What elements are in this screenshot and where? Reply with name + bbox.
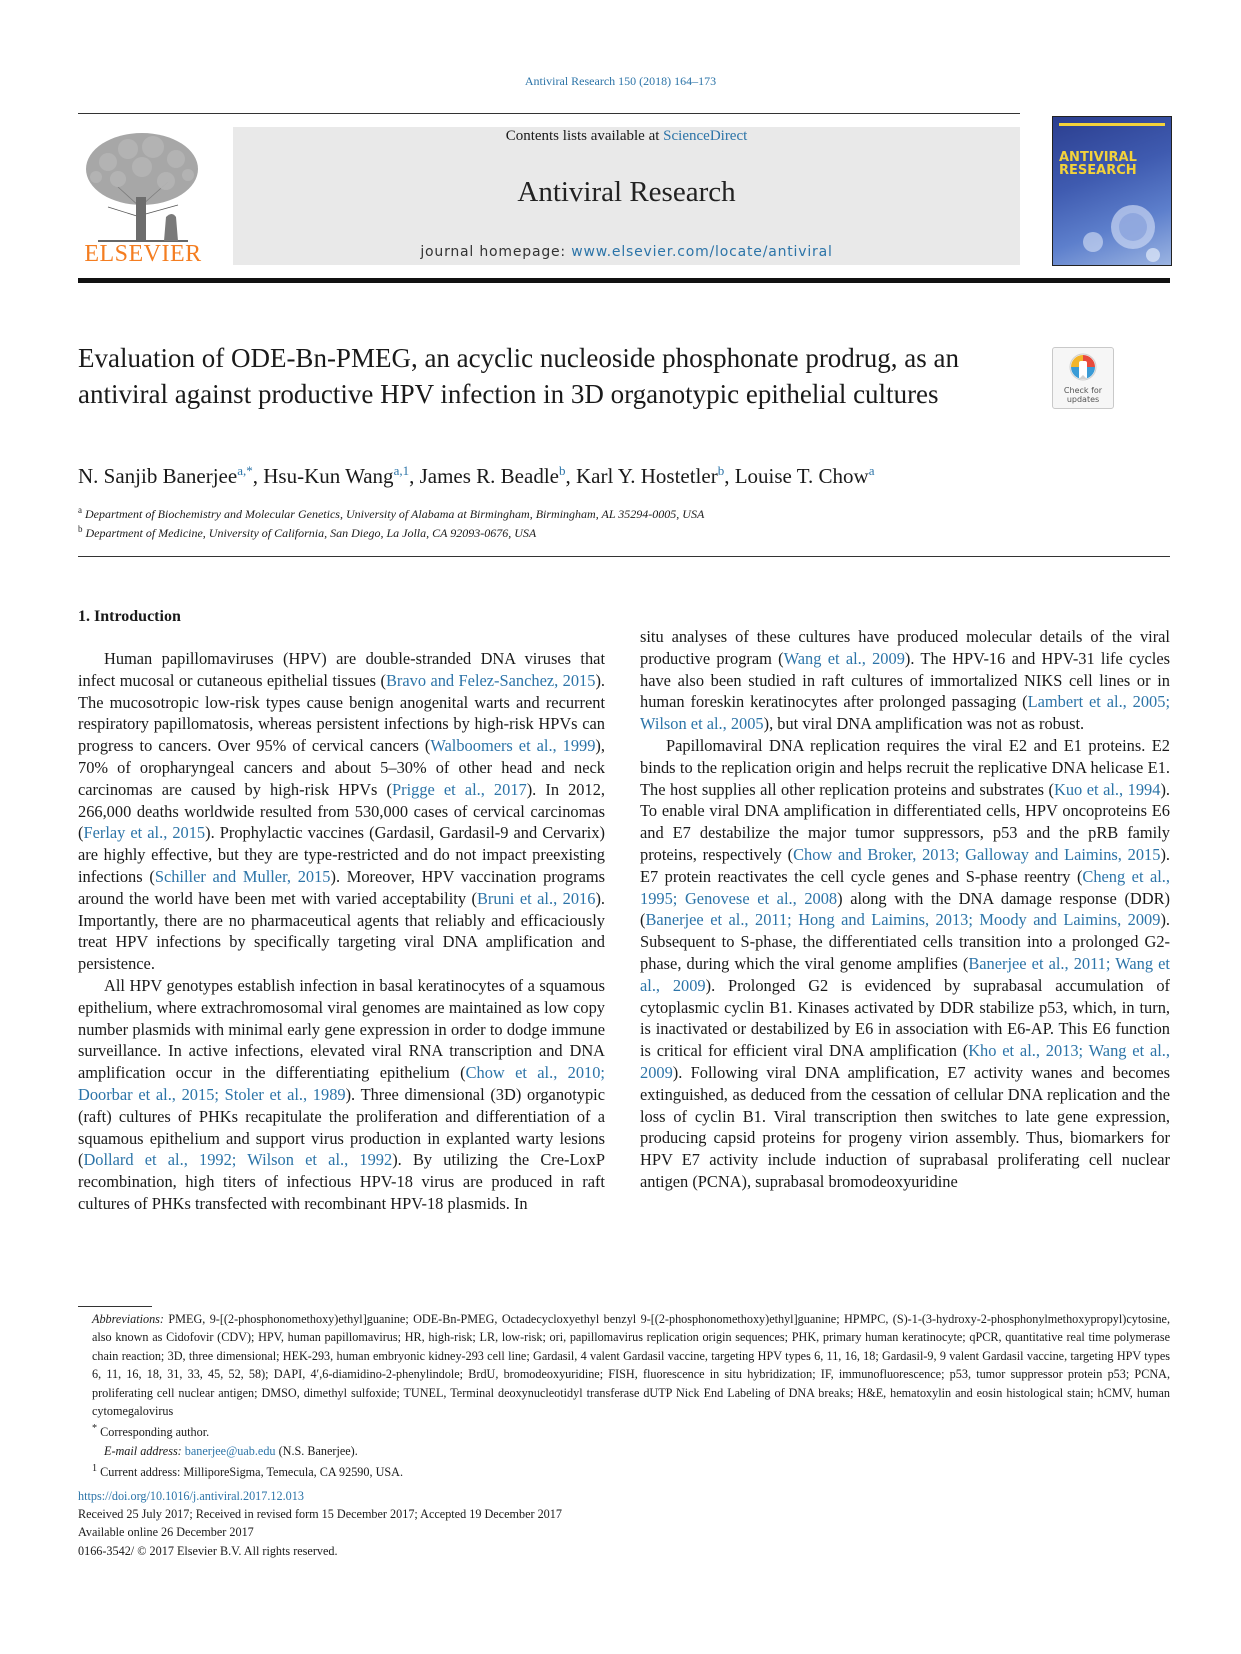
author-name[interactable]: Louise T. Chow: [734, 464, 869, 488]
citation-link[interactable]: Kho et al., 2013; Wang et al., 2009: [640, 1041, 1170, 1082]
citation-link[interactable]: Chow et al., 2010; Doorbar et al., 2015; Stoler et al., 1989: [78, 1063, 605, 1104]
homepage-line: [233, 244, 1020, 260]
paragraph: [640, 626, 1170, 735]
author-affil-mark[interactable]: b: [558, 463, 566, 478]
contents-line: [233, 128, 1020, 145]
cover-title-line1: ANTIVIRAL: [1059, 150, 1137, 165]
text-run: situ analyses of these cultures have produced molecular details of the viral productive program (: [640, 627, 1170, 668]
citation-link[interactable]: Lambert et al., 2005; Wilson et al., 2005: [640, 692, 1170, 734]
citation-link[interactable]: Bravo and Felez-Sanchez, 2015: [385, 670, 596, 690]
body-column-left: [78, 648, 605, 1215]
journal-cover-thumbnail[interactable]: [1052, 116, 1172, 266]
citation-link[interactable]: Banerjee et al., 2011; Wang et al., 2009: [640, 953, 1170, 995]
copyright: 0166-3542/ © 2017 Elsevier B.V. All rights reserved.: [78, 1543, 338, 1558]
author-name[interactable]: James R. Beadle: [419, 464, 559, 488]
cover-stripe: [1059, 123, 1165, 126]
body-column-right: [640, 626, 1170, 1193]
footnote-mark: *: [92, 1423, 98, 1435]
cover-title-line2: RESEARCH: [1059, 163, 1137, 178]
citation-link[interactable]: Dollard et al., 1992; Wilson et al., 1992: [83, 1150, 393, 1170]
text-run: ). Importantly, there are no pharmaceutical agents that reliably and efficaciously treat HPV infections by specifically targeting viral DNA amplification and persistence.: [78, 888, 606, 974]
author-list: N. Sanjib Banerjee$^{a,*}$, Hsu-Kun Wang$^{a,1}$, James R. Beadle$^b$, Karl Y. Hostetler$^b$, Louise T. Chow$^a$: [78, 463, 875, 488]
footnote-rule: [78, 1306, 152, 1307]
text-run: ). Moreover, HPV vaccination programs around the world have been met with varied acceptability (: [78, 866, 605, 908]
doi-link[interactable]: https://doi.org/10.1016/j.antiviral.2017.12.013: [78, 1489, 304, 1503]
text-run: Papillomaviral DNA replication requires the viral E2 and E1 proteins. E2 binds to the replication origin and helps recruit the replicative DNA helicase E1. The host supplies all other replication proteins and substrates (: [640, 735, 1170, 799]
cover-title: [1059, 151, 1137, 177]
affiliation-b: [78, 524, 536, 541]
author-name[interactable]: Hsu-Kun Wang: [263, 464, 394, 488]
affiliation-text: Department of Medicine, University of California, San Diego, La Jolla, CA 92093-0676, USA: [85, 526, 537, 540]
crossmark-line2: updates: [1066, 395, 1100, 404]
text-run: ), 70% of oropharyngeal cancers and about 5–30% of other head and neck carcinomas are caused by high-risk HPVs (: [78, 736, 605, 799]
cover-virus-image: [1053, 187, 1171, 265]
current-address-footnote: [78, 1460, 1170, 1481]
text-run: ). Subsequent to S-phase, the differentiated cells transition into a prolonged G2-phase, during which the viral genome amplifies (: [640, 910, 1170, 973]
citation-link[interactable]: Bruni et al., 2016: [476, 888, 596, 908]
paragraph: [78, 975, 605, 1215]
author-affil-mark[interactable]: a,1: [393, 463, 410, 478]
abbreviations-label: Abbreviations:: [92, 1312, 164, 1326]
text-run: Human papillomaviruses (HPV) are double-stranded DNA viruses that infect mucosal or cutaneous epithelial tissues (: [78, 649, 605, 690]
homepage-link[interactable]: www.elsevier.com/locate/antiviral: [571, 244, 833, 260]
citation-link[interactable]: Cheng et al., 1995; Genovese et al., 2008: [640, 866, 1170, 908]
footnote-mark: 1: [92, 1463, 98, 1475]
text-run: ). Following viral DNA amplification, E7 activity wanes and becomes extinguished, as deduced from the cessation of cellular DNA replication and the loss of cyclin B1. Viral transcription then switches to late gene expression, producing capsid proteins for progeny virion assembly. Thus, biomarkers for HPV E7 activity include induction of suprabasal proliferating cell nuclear antigen (PCNA), suprabasal bromodeoxyuridine: [640, 1062, 1170, 1191]
text-run: All HPV genotypes establish infection in basal keratinocytes of a squamous epithelium, where extrachromosomal viral genomes are maintained as low copy number plasmids with minimal early gene expression in order to dodge immune surveillance. In active infections, elevated viral RNA transcription and DNA amplification occur in the differentiating epithelium (: [78, 975, 605, 1083]
affiliation-text: Department of Biochemistry and Molecular Genetics, University of Alabama at Birmingham, Birmingham, AL 35294-0005, USA: [85, 507, 705, 521]
author-affil-mark[interactable]: a: [868, 463, 875, 478]
citation-link[interactable]: Banerjee et al., 2011; Hong and Laimins, 2013; Moody and Laimins, 2009: [645, 910, 1161, 930]
affiliation-mark: b: [78, 524, 83, 534]
running-head[interactable]: Antiviral Research 150 (2018) 164–173: [524, 74, 717, 88]
text-run: ). The mucosotropic low-risk types cause benign anogenital warts and recurrent respiratory papillomatosis, whereas persistent infections by high-risk HPVs can progress to cancers. Over 95% of cervical cancers (: [78, 670, 606, 756]
author-name[interactable]: Karl Y. Hostetler: [575, 464, 718, 488]
author-affil-mark[interactable]: b: [717, 463, 725, 478]
affiliation-a: [78, 505, 704, 522]
text-run: ). In 2012, 266,000 deaths worldwide resulted from 530,000 cases of cervical carcinomas (: [78, 779, 605, 843]
email-label: E-mail address:: [104, 1443, 182, 1458]
text-run: ). Prophylactic vaccines (Gardasil, Gardasil-9 and Cervarix) are highly effective, but they are type-restricted and do not impact preexisting infections (: [78, 823, 605, 886]
email-link[interactable]: banerjee@uab.edu: [184, 1443, 276, 1458]
online-date: Available online 26 December 2017: [78, 1525, 254, 1540]
text-run: ). Prolonged G2 is evidenced by suprabasal accumulation of cytoplasmic cyclin B1. Kinases activated by DDR stabilize p53, which, in turn, is inactivated or destabilized by E6 in association with E6-AP. This E6 function is critical for efficient viral DNA amplification (: [640, 975, 1170, 1061]
abbreviations-text: PMEG, 9-[(2-phosphonomethoxy)ethyl]guanine; ODE-Bn-PMEG, Octadecycloxyethyl benzyl 9-[(2-phosphonomethoxy)ethyl]guanine; HPMPC, (S)-1-(3-hydroxy-2-phosphonylmethoxypropyl)cytosine, also known as Cidofovir (CDV); HPV, human papillomavirus; HR, high-risk; LR, low-risk; ori, papillomavirus replication origin sequences; PHK, primary human keratinocyte; qPCR, quantitative real time polymerase chain reaction; 3D, three dimensional; HEK-293, human embryonic kidney-293 cell line; Gardasil, 4 valent Gardasil vaccine, targeting HPV types 6, 11, 16, 18; Gardasil-9, 9 valent Gardasil vaccine, targeting HPV types 6, 11, 16, 18, 31, 33, 45, 52, 58); DAPI, 4′,6-diamidino-2-phenylindole; BrdU, bromodeoxyuridine; FISH, fluorescence in situ hybridization; IF, immunofluorescence; p53, tumor suppressor protein p53; PCNA, proliferating cell nuclear antigen; DMSO, dimethyl sulfoxide; TUNEL, Terminal deoxynucleotidyl transferase dUTP Nick End Labeling of DNA breaks; H&E, hematoxylin and eosin histological stain; hCMV, human cytomegalovirus: [92, 1312, 1170, 1419]
citation-link[interactable]: Kuo et al., 1994: [1053, 779, 1161, 799]
corresponding-text: Corresponding author.: [97, 1425, 210, 1440]
header-rule: [78, 113, 1020, 114]
elsevier-wordmark[interactable]: ELSEVIER: [84, 241, 202, 267]
masthead-thick-rule: [78, 278, 1170, 283]
citation-link[interactable]: Prigge et al., 2017: [392, 779, 527, 799]
text-run: ). The HPV-16 and HPV-31 life cycles have also been studied in raft cultures of immortalized NIKS cell lines or in human foreskin keratinocytes after prolonged passaging (: [640, 648, 1170, 712]
paragraph: [640, 735, 1170, 1193]
contents-prefix: Contents lists available at: [505, 128, 664, 144]
email-suffix: (N.S. Banerjee).: [275, 1443, 358, 1458]
citation-link[interactable]: Schiller and Muller, 2015: [154, 866, 331, 886]
paragraph: [78, 648, 605, 975]
section-heading-introduction: 1. Introduction: [78, 608, 181, 625]
author-affil-mark[interactable]: a,*: [237, 463, 253, 478]
sciencedirect-link[interactable]: ScienceDirect: [663, 128, 748, 144]
journal-name: Antiviral Research: [517, 176, 736, 208]
citation-link[interactable]: Walboomers et al., 1999: [430, 736, 596, 756]
corresponding-footnote: [78, 1420, 1170, 1441]
author-name[interactable]: N. Sanjib Banerjee: [78, 464, 238, 488]
current-address-text: Current address: MilliporeSigma, Temecula, CA 92590, USA.: [97, 1465, 404, 1480]
check-for-updates-badge[interactable]: [1052, 347, 1114, 409]
text-run: ). To enable viral DNA amplification in differentiated cells, HPV oncoproteins E6 and E7 destabilize the major tumor suppressors, p53 and the pRB family proteins, respectively (: [640, 779, 1170, 864]
abbreviations-footnote: [78, 1310, 1170, 1420]
citation-link[interactable]: Ferlay et al., 2015: [83, 823, 206, 843]
crossmark-line1: Check for: [1063, 386, 1103, 395]
text-run: ) along with the DNA damage response (DDR) (: [640, 888, 1170, 930]
article-title: Evaluation of ODE-Bn-PMEG, an acyclic nucleoside phosphonate prodrug, as an antiviral against productive HPV infection in 3D organotypic epithelial cultures: [78, 343, 960, 409]
homepage-prefix: journal homepage:: [420, 244, 572, 260]
affiliation-rule: [78, 556, 1170, 557]
received-dates: Received 25 July 2017; Received in revised form 15 December 2017; Accepted 19 December 2017: [78, 1507, 562, 1522]
email-footnote: [78, 1442, 1170, 1460]
citation-link[interactable]: Wang et al., 2009: [783, 648, 905, 668]
crossmark-text: [1053, 386, 1113, 404]
footnotes: [78, 1310, 1170, 1482]
text-run: ), but viral DNA amplification was not as robust.: [763, 714, 1085, 734]
text-run: ). Three dimensional (3D) organotypic (raft) cultures of PHKs recapitulate the proliferation and differentiation of a squamous epithelium and support virus production in explanted warty lesions (: [78, 1084, 605, 1170]
citation-link[interactable]: Chow and Broker, 2013; Galloway and Laimins, 2015: [793, 844, 1161, 864]
crossmark-icon: [1068, 353, 1098, 385]
publication-info: [78, 1487, 1170, 1560]
affiliation-mark: a: [78, 505, 82, 515]
text-run: ). E7 protein reactivates the cell cycle genes and S-phase reentry (: [640, 844, 1170, 886]
text-run: ). By utilizing the Cre-LoxP recombination, high titers of infectious HPV-18 virus are produced in raft cultures of PHKs transfected with recombinant HPV-18 plasmids. In: [78, 1150, 606, 1213]
